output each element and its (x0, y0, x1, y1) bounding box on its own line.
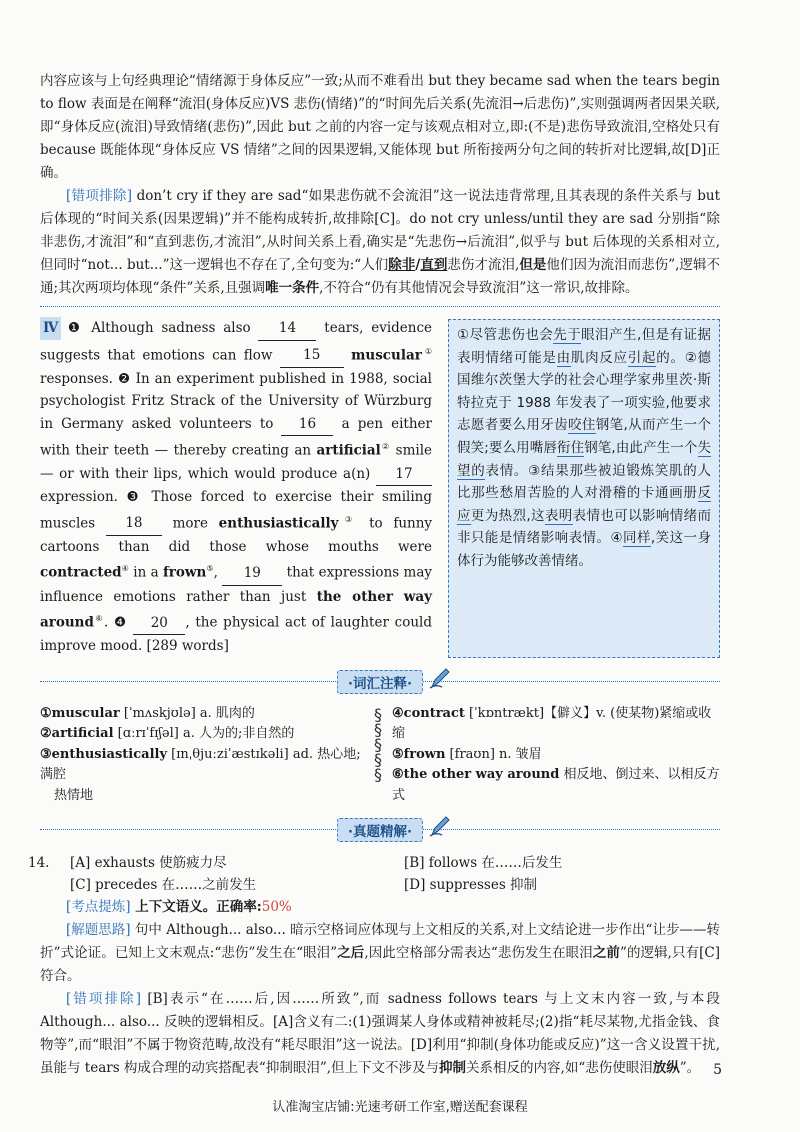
blank-19: 19 (222, 562, 282, 586)
blank-20: 20 (133, 612, 185, 636)
answer-banner (40, 812, 720, 848)
key-point: [考点提炼] 上下文语义。正确率:50% (66, 899, 292, 916)
vocab-title: ·词汇注释· (337, 670, 423, 694)
passage-text: Ⅳ ❶ Although sadness also 14 tears, evidence suggests that emotions can flow 15 muscular① responses. ❷ In an experiment published in 1988, social psychologist Fritz Strack of the University of Würzburg in Germany asked volunteers to 16 a pen either with their teeth — thereby creating an artificial② smile — or with their lips, which would produce a(n) 17 expression. ❸ Those forced to exercise their smiling muscles 18 more enthusiastically③ to funny cartoons than did those whose mouths were contracted④ in a frown⑤, 19 that expressions may influence emotions rather than just the other way around⑥. ❹ 20 , the physical act of laughter could improve mood. [289 words] (40, 317, 432, 658)
blank-18: 18 (106, 512, 162, 536)
translation-box: ①尽管悲伤也会先于眼泪产生,但是有证据表明情绪可能是由肌肉反应引起的。②德国维尔茨堡大学的社会心理学家弗里茨·斯特拉克于 1988 年发表了一项实验,他要求志愿者要么用牙齿咬住钢笔,从而产生一个假笑;要么用嘴唇衔住钢笔,由此产生一个失望的表情。③结果那些被迫锻炼笑肌的人比那些愁眉苦脸的人对滑稽的卡通画册反应更为热烈,这表明表情也可以影响情绪而非只能是情绪影响表情。④同样,笑这一身体行为能够改善情绪。 (448, 319, 720, 658)
option-c: [C] precedes 在……之前发生 (70, 877, 257, 894)
section-divider (40, 306, 720, 307)
page-number: 5 (713, 1062, 722, 1078)
vocab-left-column: ①muscular [ˈmʌskjʊlə] a. 肌肉的 ②artificial [ɑːrɪˈfɪʃəl] a. 人为的;非自然的 ③enthusiastically [ɪnˌθjuːziˈæstɪkəli] ad. 热心地;满腔 热情地 (40, 704, 368, 807)
answer-options (28, 852, 720, 896)
wrong-option-tag: [错项排除] (66, 188, 132, 204)
wrong-options-analysis: [错项排除] [B]表示“在……后,因……所致”,而 sadness follows tears 与上文末内容一致,与本段 Although... also... 反映的逻辑相反。[A]含义有二:(1)强调某人身体或精神被耗尽;(2)指“耗尽某物,尤指金钱、食物等”,而“眼泪”不属于物资范畴,故没有“耗尽眼泪”这一说法。[D]利用“抑制(身体功能或反应)”这一含义设置干扰,虽能与 tears 构成合理的动宾搭配表“抑制眼泪”,但上下文不涉及与抑制关系相反的内容,如“悲伤使眼泪放纵”。 (40, 991, 720, 1077)
blank-14: 14 (258, 317, 316, 341)
analysis-paragraph-1: 内容应该与上句经典理论“情绪源于身体反应”一致;从而不难看出 but they became sad when the tears begin to flow 表面是在阐释“流泪(身体反应)VS 悲伤(情绪)”的“时间先后关系(先流泪→后悲伤)”,实则强调两者因果关联,即“身体反应(流泪)导致情绪(悲伤)”,因此 but 之前的内容一定与该观点相对立,即:(不是)悲伤导致流泪,空格处只有 because 既能体现“身体反应 VS 情绪”之间的因果逻辑,又能体现 but 所衔接两分句之间的转折对比逻辑,故[D]正确。 (40, 73, 720, 181)
vocab-entry: ⑥the other way around 相反地、倒过来、以相反方式 (392, 767, 720, 803)
answer-title: ·真题精解· (337, 818, 423, 842)
blank-16: 16 (281, 413, 333, 437)
blank-17: 17 (376, 463, 432, 487)
blank-15: 15 (280, 344, 344, 368)
vocab-right-column (388, 704, 720, 807)
option-a: [A] exhausts 使筋疲力尽 (70, 855, 227, 872)
footer-note: 认准淘宝店铺:光速考研工作室,赠送配套课程 (272, 1100, 528, 1115)
passage-section (40, 317, 720, 658)
question-14 (28, 852, 720, 896)
solution-approach: [解题思路] 句中 Although... also... 暗示空格词应体现与上文相反的关系,对上文结论进一步作出“让步——转折”式论证。已知上文末观点:“悲伤”发生在“眼泪”之后,因此空格部分需表达“悲伤发生在眼泪之前”的逻辑,只有[C]符合。 (40, 922, 721, 985)
option-b: [B] follows 在……后发生 (404, 855, 563, 872)
question-number: 14. (28, 855, 50, 872)
paragraph-number: Ⅳ (40, 317, 61, 340)
page-content (28, 70, 721, 1080)
chain-divider-icon: § § § § § (374, 704, 382, 784)
vocab-banner (40, 664, 720, 700)
analysis-paragraph-2: [错项排除] don’t cry if they are sad“如果悲伤就不会流泪”这一说法违背常理,且其表现的条件关系与 but 后体现的“时间关系(因果逻辑)”并不能构成转折,故排除[C]。do not cry unless/until they are sad 分别指“除非悲伤,才流泪”和“直到悲伤,才流泪”,从时间关系上看,确实是“先悲伤→后流泪”,似乎与 but 后体现的关系相对立,但同时“not... but...”这一逻辑也不存在了,全句变为:“人们除非/直到悲伤才流泪,但是他们因为流泪而悲伤”,逻辑不通;其次两项均体现“条件”关系,且强调唯一条件,不符合“仍有其他情况会导致流泪”这一常识,故排除。 (40, 188, 720, 296)
vocab-entry: ①muscular [ˈmʌskjʊlə] a. 肌肉的 (40, 705, 255, 721)
vocab-entry: ②artificial [ɑːrɪˈfɪʃəl] a. 人为的;非自然的 (40, 726, 295, 742)
option-d: [D] suppresses 抑制 (404, 877, 538, 894)
pen-icon (428, 666, 452, 690)
vocab-entry: ⑤frown [fraʊn] n. 皱眉 (392, 746, 542, 762)
vocab-entry: ③enthusiastically [ɪnˌθjuːziˈæstɪkəli] ad. 热心地;满腔 (40, 746, 361, 783)
pen-icon (428, 814, 452, 838)
vocab-notes (40, 704, 720, 807)
vocab-entry: ④contract [ˈkɒntrækt]【僻义】v. (使某物)紧缩或收缩 (392, 705, 712, 742)
